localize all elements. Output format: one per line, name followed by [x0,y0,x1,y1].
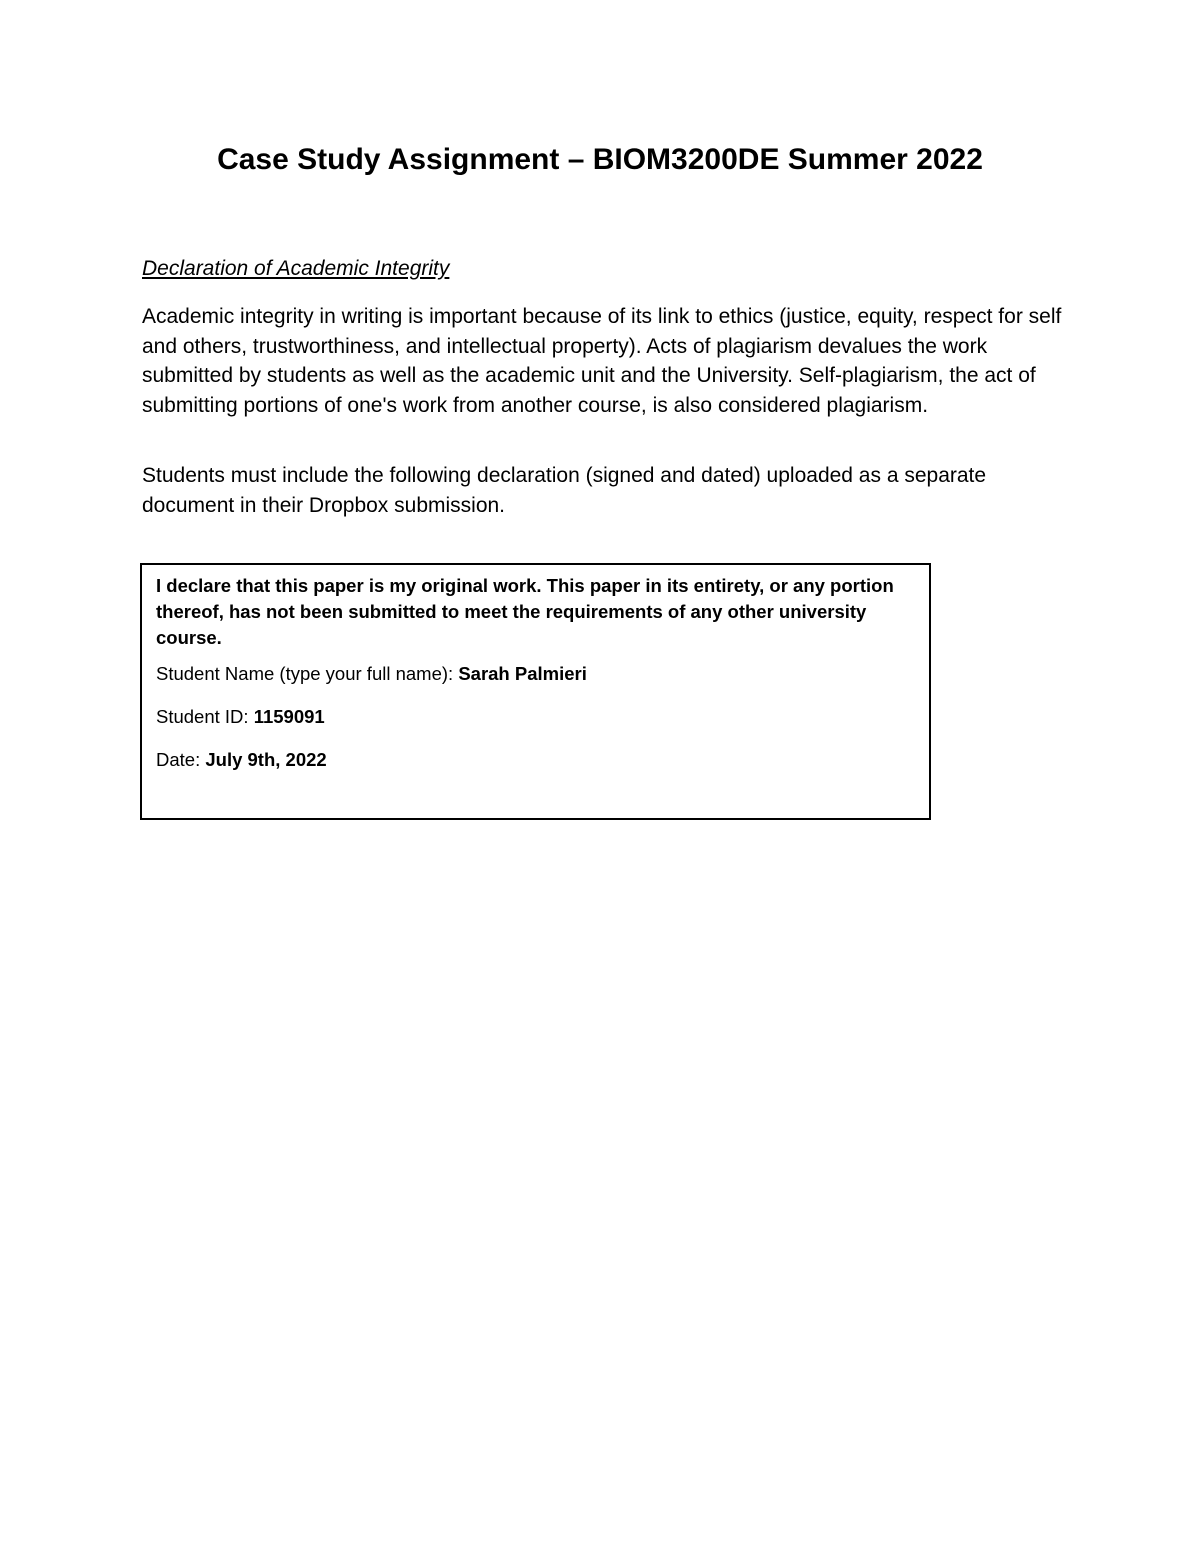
student-id-row [156,704,915,730]
student-name-label: Student Name (type your full name): [156,663,459,684]
student-id-label: Student ID: [156,706,254,727]
date-value: July 9th, 2022 [205,749,327,770]
document-title: Case Study Assignment – BIOM3200DE Summer 2022 [217,143,983,176]
student-name-row [156,661,915,687]
date-row [156,747,915,773]
student-id-value: 1159091 [253,706,325,727]
submission-instructions-paragraph: Students must include the following declaration (signed and dated) uploaded as a separate document in their Dropbox submission. [142,464,987,517]
date-label: Date: [156,749,206,770]
declaration-box [140,563,931,820]
declaration-statement: I declare that this paper is my original work. This paper in its entirety, or any portion thereof, has not been submitted to meet the requirements of any other university course. [156,575,894,648]
student-name-value: Sarah Palmieri [458,663,587,684]
integrity-paragraph: Academic integrity in writing is important because of its link to ethics (justice, equity, respect for self and others, trustworthiness, and intellectual property). Acts of plagiarism devalues the work submitted by students as well as the academic unit and the University. Self-plagiarism, the act of submitting portions of one's work from another course, is also considered plagiarism. [142,305,1062,417]
section-heading: Declaration of Academic Integrity [142,257,450,280]
